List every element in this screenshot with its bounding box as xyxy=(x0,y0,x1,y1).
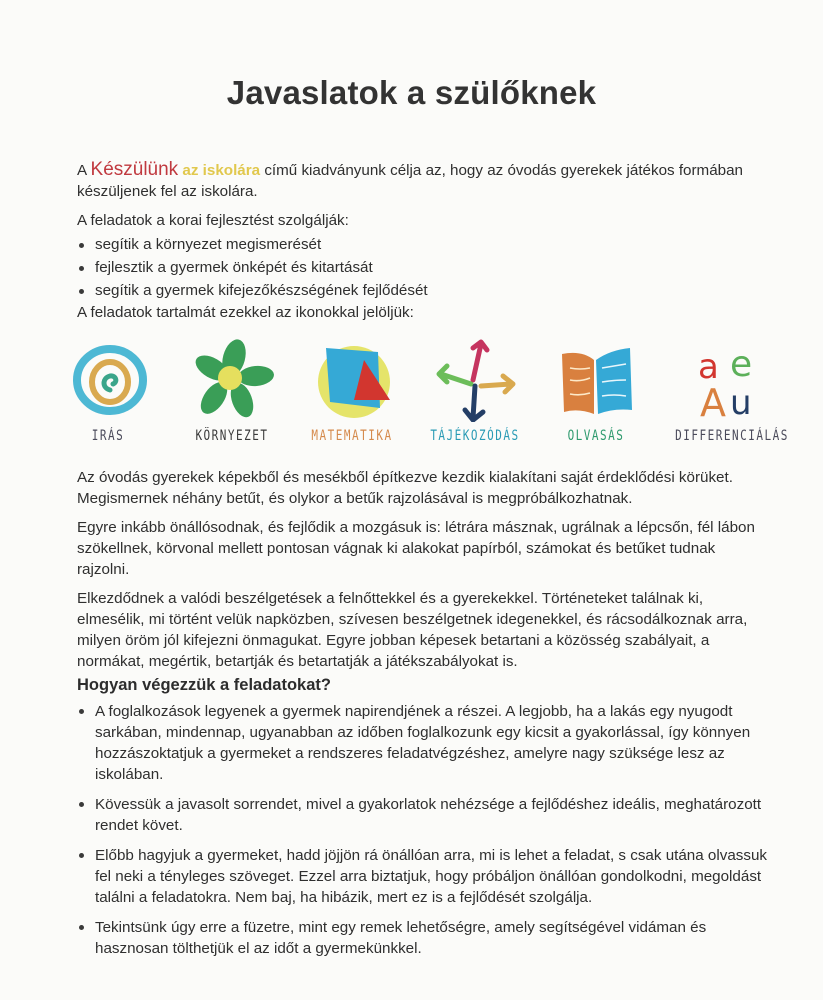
icon-legend-item xyxy=(292,338,412,450)
spiral-icon xyxy=(66,338,150,422)
howto-item: A foglalkozások legyenek a gyermek napirendjének a részei. A legjobb, ha a lakás egy nyugodt sarkában, mindennap, ugyanabban az időben foglalkozunk egy kicsit a gyakorlással, így könnyen hozzászoktatjuk a gyermeket a rendszeres feladatvégzéshez, amelyre nagy szüksége lesz az iskolában. xyxy=(77,701,777,785)
icon-label: DIFFERENCIÁLÁS xyxy=(675,427,789,444)
direction-arrows-icon xyxy=(433,338,517,422)
svg-text:A: A xyxy=(700,381,726,422)
howto-list xyxy=(77,701,777,968)
goal-item: segítik a gyermek kifejezőkészségének fejlődését xyxy=(77,279,757,302)
brand-title-part2: az iskolára xyxy=(182,162,261,179)
icon-legend-item xyxy=(172,338,292,450)
howto-item: Kövessük a javasolt sorrendet, mivel a gyakorlatok nehézsége a fejlődéshez ideális, meghatározott rendet követ. xyxy=(77,794,777,836)
howto-item: Előbb hagyjuk a gyermeket, hadd jöjjön rá önállóan arra, mi is lehet a feladat, s csak utána olvassuk fel neki a tényleges szöveget. Ezzel arra biztatjuk, hogy próbáljon önállóan gondolkodni, megoldást találni a feladatokra. Nem baj, ha hibázik, mert ez is a fejlődését szolgálja. xyxy=(77,845,777,908)
icon-legend-item xyxy=(672,338,792,450)
letters-icon xyxy=(690,338,774,422)
howto-item: Tekintsünk úgy erre a füzetre, mint egy remek lehetőségre, amely segítségével vidáman és hasznosan tölthetjük el az időt a gyermekünkkel. xyxy=(77,917,777,959)
icon-label: IRÁS xyxy=(91,427,125,444)
intro-lead: A feladatok a korai fejlesztést szolgálják: xyxy=(77,212,349,229)
paragraph: Az óvodás gyerekek képekből és mesékből építkezve kezdik kialakítani saját érdeklődési körüket. Megismernek néhány betűt, és olykor a betűk rajzolásával is megpróbálkozhatnak. xyxy=(77,469,733,507)
section-heading: Hogyan végezzük a feladatokat? xyxy=(77,676,331,694)
icon-legend xyxy=(60,338,800,450)
paragraph: Elkezdődnek a valódi beszélgetések a felnőttekkel és a gyerekekkel. Történeteket találnak ki, elmesélik, mi történt velük napközben, szívesen beszélgetnek idegenekkel, és rácsodálkoznak arra, milyen öröm jól kifejezni önmagukat. Egyre jobban képesek betartani a közösség szabályait, a normákat, megértik, betartják és betartatják a játékszabályokat is. xyxy=(77,590,748,670)
intro-sentence-rest: című kiadványunk célja az, hogy az óvodás gyerekek játékos formában készüljenek fel az iskolára. xyxy=(77,162,743,200)
intro-prefix: A xyxy=(77,162,91,179)
goal-item: fejlesztik a gyermek önképét és kitartását xyxy=(77,256,757,279)
paragraph: Egyre inkább önállósodnak, és fejlődik a mozgásuk is: létrára másznak, ugrálnak a lépcsőn, fél lábon szökellnek, körvonal mellett pontosan vágnak ki alakokat papírból, számokat és betűket tudnak rajzolni. xyxy=(77,519,755,578)
icon-legend-item xyxy=(415,338,535,450)
icon-label: MATEMATIKA xyxy=(311,427,393,444)
goals-list xyxy=(77,233,757,302)
goal-item: segítik a környezet megismerését xyxy=(77,233,757,256)
flower-icon xyxy=(190,338,274,422)
icon-label: TÁJÉKOZÓDÁS xyxy=(430,427,520,444)
intro-section xyxy=(77,159,757,331)
icons-intro: A feladatok tartalmát ezekkel az ikonokkal jelöljük: xyxy=(77,304,414,321)
development-paragraphs xyxy=(77,467,767,680)
icon-label: KÖRNYEZET xyxy=(195,427,269,444)
open-book-icon xyxy=(554,338,638,422)
svg-text:e: e xyxy=(730,344,753,385)
brand-title-part1: Készülünk xyxy=(90,159,179,180)
math-shapes-icon xyxy=(310,338,394,422)
intro-sentence xyxy=(77,159,757,202)
icon-label: OLVASÁS xyxy=(567,427,625,444)
svg-text:a: a xyxy=(698,347,719,387)
page-title: Javaslatok a szülőknek xyxy=(226,74,597,111)
icon-legend-item xyxy=(48,338,168,450)
icon-legend-item xyxy=(536,338,656,450)
svg-text:u: u xyxy=(730,383,752,422)
